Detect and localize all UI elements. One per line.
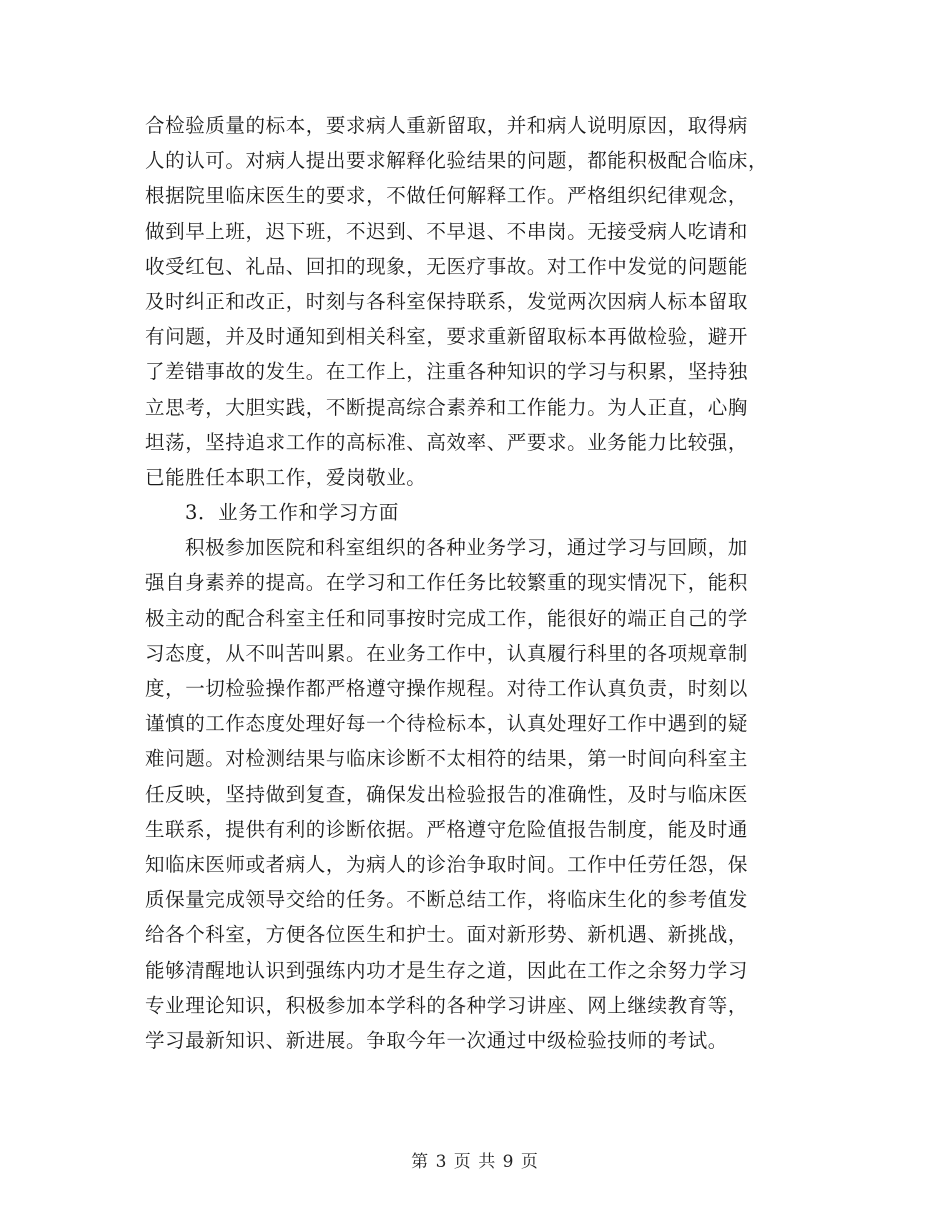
- text-line: 学习最新知识、新进展。争取今年一次通过中级检验技师的考试。: [145, 1028, 728, 1052]
- text-line: 积极参加医院和科室组织的各种业务学习，通过学习与回顾，加: [185, 536, 748, 560]
- text-line: 能够清醒地认识到强练内功才是生存之道，因此在工作之余努力学习: [145, 958, 749, 982]
- text-line: 有问题，并及时通知到相关科室，要求重新留取标本再做检验，避开: [145, 325, 749, 349]
- text-line: 了差错事故的发生。在工作上，注重各种知识的学习与积累，坚持独: [145, 360, 749, 384]
- paragraph-study: [145, 530, 805, 1058]
- text-line: 人的认可。对病人提出要求解释化验结果的问题，都能积极配合临床，: [145, 149, 769, 173]
- text-line: 质保量完成领导交给的任务。不断总结工作，将临床生化的参考值发: [145, 888, 749, 912]
- section-heading: 3．业务工作和学习方面: [185, 501, 400, 525]
- text-line: 习态度，从不叫苦叫累。在业务工作中，认真履行科里的各项规章制: [145, 641, 749, 665]
- paragraph-conduct: [145, 108, 805, 495]
- text-line: 给各个科室，方便各位医生和护士。面对新形势、新机遇、新挑战，: [145, 923, 749, 947]
- body-text: [145, 108, 805, 1058]
- text-line: 已能胜任本职工作，爱岗敬业。: [145, 465, 427, 489]
- text-line: 强自身素养的提高。在学习和工作任务比较繁重的现实情况下，能积: [145, 571, 749, 595]
- text-line: 坦荡，坚持追求工作的高标准、高效率、严要求。业务能力比较强，: [145, 430, 749, 454]
- text-line: 根据院里临床医生的要求，不做任何解释工作。严格组织纪律观念，: [145, 184, 749, 208]
- text-line: 做到早上班，迟下班，不迟到、不早退、不串岗。无接受病人吃请和: [145, 219, 749, 243]
- text-line: 合检验质量的标本，要求病人重新留取，并和病人说明原因，取得病: [145, 114, 749, 137]
- text-line: 任反映，坚持做到复查，确保发出检验报告的准确性，及时与临床医: [145, 782, 749, 806]
- text-line: 难问题。对检测结果与临床诊断不太相符的结果，第一时间向科室主: [145, 747, 749, 771]
- text-line: 生联系，提供有利的诊断依据。严格遵守危险值报告制度，能及时通: [145, 817, 749, 841]
- text-line: 专业理论知识，积极参加本学科的各种学习讲座、网上继续教育等，: [145, 993, 749, 1017]
- text-line: 极主动的配合科室主任和同事按时完成工作，能很好的端正自己的学: [145, 606, 749, 630]
- text-line: 及时纠正和改正，时刻与各科室保持联系，发觉两次因病人标本留取: [145, 289, 749, 313]
- text-line: 度，一切检验操作都严格遵守操作规程。对待工作认真负责，时刻以: [145, 677, 749, 700]
- text-line: 收受红包、礼品、回扣的现象，无医疗事故。对工作中发觉的问题能: [145, 254, 749, 278]
- text-line: 立思考，大胆实践，不断提高综合素养和工作能力。为人正直，心胸: [145, 395, 749, 419]
- text-line: 谨慎的工作态度处理好每一个待检标本，认真处理好工作中遇到的疑: [145, 712, 749, 736]
- page-number: 第 3 页 共 9 页: [411, 1152, 539, 1172]
- text-line: 知临床医师或者病人，为病人的诊治争取时间。工作中任劳任怨，保: [145, 852, 749, 876]
